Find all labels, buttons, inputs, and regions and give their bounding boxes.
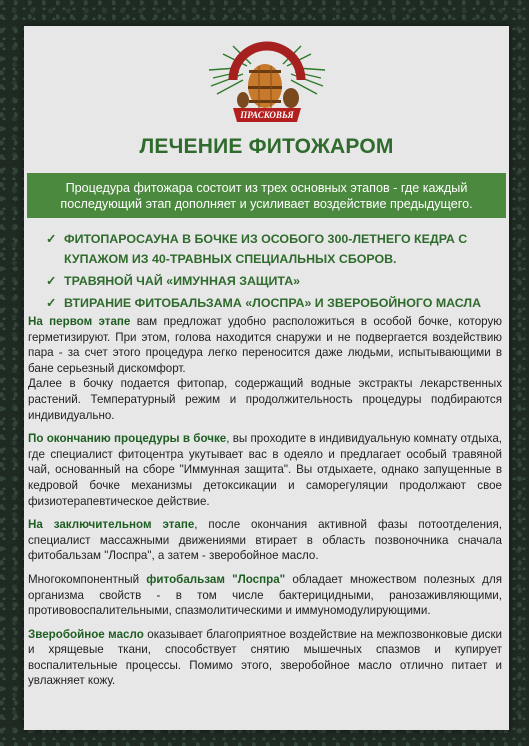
list-item: ✓ ВТИРАНИЕ ФИТОБАЛЬЗАМА «ЛОСПРА» И ЗВЕРОБОЙНОГО МАСЛА [46,293,496,313]
paragraph-oil: Зверобойное масло оказывает благоприятное воздействие на межпозвонковые диски и хрящевые ткани, способствует снятию мышечных спазмов и купирует воспалительные процессы. Помимо этого, зверобойное масло отлично питает и увлажняет кожу. [28,627,502,688]
logo [203,34,331,126]
paragraph-stage-1-detail: Далее в бочку подается фитопар, содержащий водные экстракты лекарственных растений. Температурный режим и продолжительность процедуры подбираются индивидуально. [28,377,502,422]
svg-text:ПРАСКОВЬЯ: ПРАСКОВЬЯ [240,110,294,120]
check-icon: ✓ [46,274,57,288]
paragraph-stage-3: На заключительном этапе, после окончания активной фазы потоотделения, специалист массажными движениями втирает в область позвоночника сначала фитобальзам "Лоспра", а затем - зверобойное масло. [28,518,502,563]
paragraph-stage-1: На первом этапе вам предложат удобно расположиться в особой бочке, которую герметизируют. При этом, голова находится снаружи и не подвергается воздействию пара - за счет этого процедура легко переносится даже людьми, испытывающими в бане серьезный дискомфорт. [28,315,502,375]
stages-checklist [46,229,496,315]
list-item: ✓ ФИТОПАРОСАУНА В БОЧКЕ ИЗ ОСОБОГО 300-ЛЕТНЕГО КЕДРА С КУПАЖОМ ИЗ 40-ТРАВНЫХ СПЕЦИАЛЬНЫХ СБОРОВ. [46,229,496,269]
ribbon [233,108,301,122]
document-sheet [24,26,509,730]
paragraph-stage-2: По окончанию процедуры в бочке, вы проходите в индивидуальную комнату отдыха, где специалист фитоцентра укутывает вас в одеяло и предлагает особый травяной чай, основанный на сборе "Иммунная защита". Вы отдыхаете, однако запущенные в кедровой бочке механизмы детоксикации и саморегуляции продолжают свое физиотерапевтическое действие. [28,432,502,508]
body-text [28,314,502,697]
check-icon: ✓ [46,232,57,246]
check-icon: ✓ [46,296,57,310]
intro-banner: Процедура фитожара состоит из трех основных этапов - где каждый последующий этап дополняет и усиливает воздействие предыдущего. [27,173,506,218]
paragraph-balm: Многокомпонентный фитобальзам "Лоспра" обладает множеством полезных для организма свойств - в том числе бактерицидными, ранозаживляющими, противовоспалительными, спазмолитическими и иммуномодулирующими. [28,572,502,618]
barrel-icon [248,64,282,108]
list-item: ✓ ТРАВЯНОЙ ЧАЙ «ИМУННАЯ ЗАЩИТА» [46,271,496,291]
page-title: ЛЕЧЕНИЕ ФИТОЖАРОМ [139,135,394,158]
